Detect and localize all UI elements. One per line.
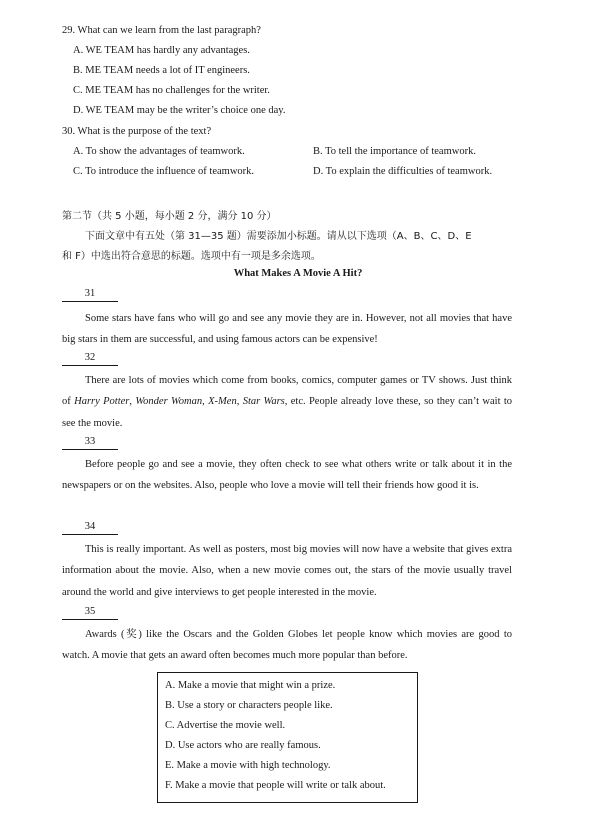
question-29-option-a: A. WE TEAM has hardly any advantages. — [73, 45, 250, 56]
paragraph-4 — [62, 539, 512, 603]
question-29-option-c: C. ME TEAM has no challenges for the writer. — [73, 85, 270, 96]
blank-32: 32 — [62, 352, 118, 366]
title-star-wars: Star Wars — [242, 396, 285, 408]
question-29-option-b: B. ME TEAM needs a lot of IT engineers. — [73, 65, 250, 76]
options-box — [157, 672, 418, 803]
question-30-option-d: D. To explain the difficulties of teamwork. — [313, 166, 493, 177]
paragraph-3-text: Before people go and see a movie, they often check to see what others write or talk about it in the newspapers or on the websites. Also, people who love a movie will tell their friends how good it is. — [62, 459, 512, 492]
choice-b: B. Use a story or characters people like. — [165, 700, 333, 711]
title-x-men: X-Men — [208, 396, 237, 408]
paragraph-4-text: This is really important. As well as posters, most big movies will now have a website that gives extra information about the movie. Also, when a new movie comes out, the stars of the movie usually travel around the world and give interviews to get people interested in the movie. — [62, 544, 512, 598]
paragraph-5 — [62, 624, 512, 667]
question-30-stem: 30. What is the purpose of the text? — [62, 126, 212, 137]
choice-d: D. Use actors who are really famous. — [165, 740, 321, 751]
title-wonder-woman: Wonder Woman — [135, 396, 203, 408]
paragraph-2 — [62, 370, 512, 434]
paragraph-2-lead: There are lots of movies which come from books, comics, computer games or TV shows. Just think of — [62, 375, 512, 408]
passage-title: What Makes A Movie A Hit? — [233, 268, 363, 279]
question-29-option-d: D. WE TEAM may be the writer’s choice one day. — [73, 105, 286, 116]
title-harry-potter: Harry Potter — [74, 396, 130, 408]
blank-33: 33 — [62, 436, 118, 450]
choice-c: C. Advertise the movie well. — [165, 720, 286, 731]
blank-35: 35 — [62, 606, 118, 620]
paragraph-5-text: Awards (奖) like the Oscars and the Golden Globes let people know which movies are good to watch. A movie that gets an award often becomes much more popular than before. — [62, 629, 512, 662]
choice-e: E. Make a movie with high technology. — [165, 760, 331, 771]
blank-34: 34 — [62, 521, 118, 535]
section-instruction-line-2: 和 F）中选出符合意思的标题。选项中有一项是多余选项。 — [62, 251, 321, 262]
blank-31: 31 — [62, 288, 118, 302]
question-30-option-c: C. To introduce the influence of teamwork. — [73, 166, 255, 177]
choice-a: A. Make a movie that might win a prize. — [165, 680, 336, 691]
question-29-stem: 29. What can we learn from the last paragraph? — [62, 25, 261, 36]
section-instruction-line-1: 下面文章中有五处（第 31—35 题）需要添加小标题。请从以下选项（A、B、C、D、E — [85, 231, 472, 242]
paragraph-1-text: Some stars have fans who will go and see any movie they are in. However, not all movies that have big stars in them are successful, and using famous actors can be expensive! — [62, 313, 512, 346]
question-30-option-a: A. To show the advantages of teamwork. — [73, 146, 245, 157]
paragraph-1 — [62, 308, 512, 351]
paragraph-2-text: There are lots of movies which come from books, comics, computer games or TV shows. Just think of Harry Potter, Wonder Woman, X-Men, Star Wars, etc. People already love these, so they can’t wait to see the movie. — [62, 375, 513, 429]
paragraph-3 — [62, 454, 512, 497]
paragraph-2-tail: , etc. People already love these, so they can’t wait to see the movie. — [62, 396, 513, 429]
section-heading: 第二节（共 5 小题，每小题 2 分，满分 10 分） — [62, 211, 277, 222]
question-30-option-b: B. To tell the importance of teamwork. — [313, 146, 476, 157]
choice-f: F. Make a movie that people will write or talk about. — [165, 780, 386, 791]
